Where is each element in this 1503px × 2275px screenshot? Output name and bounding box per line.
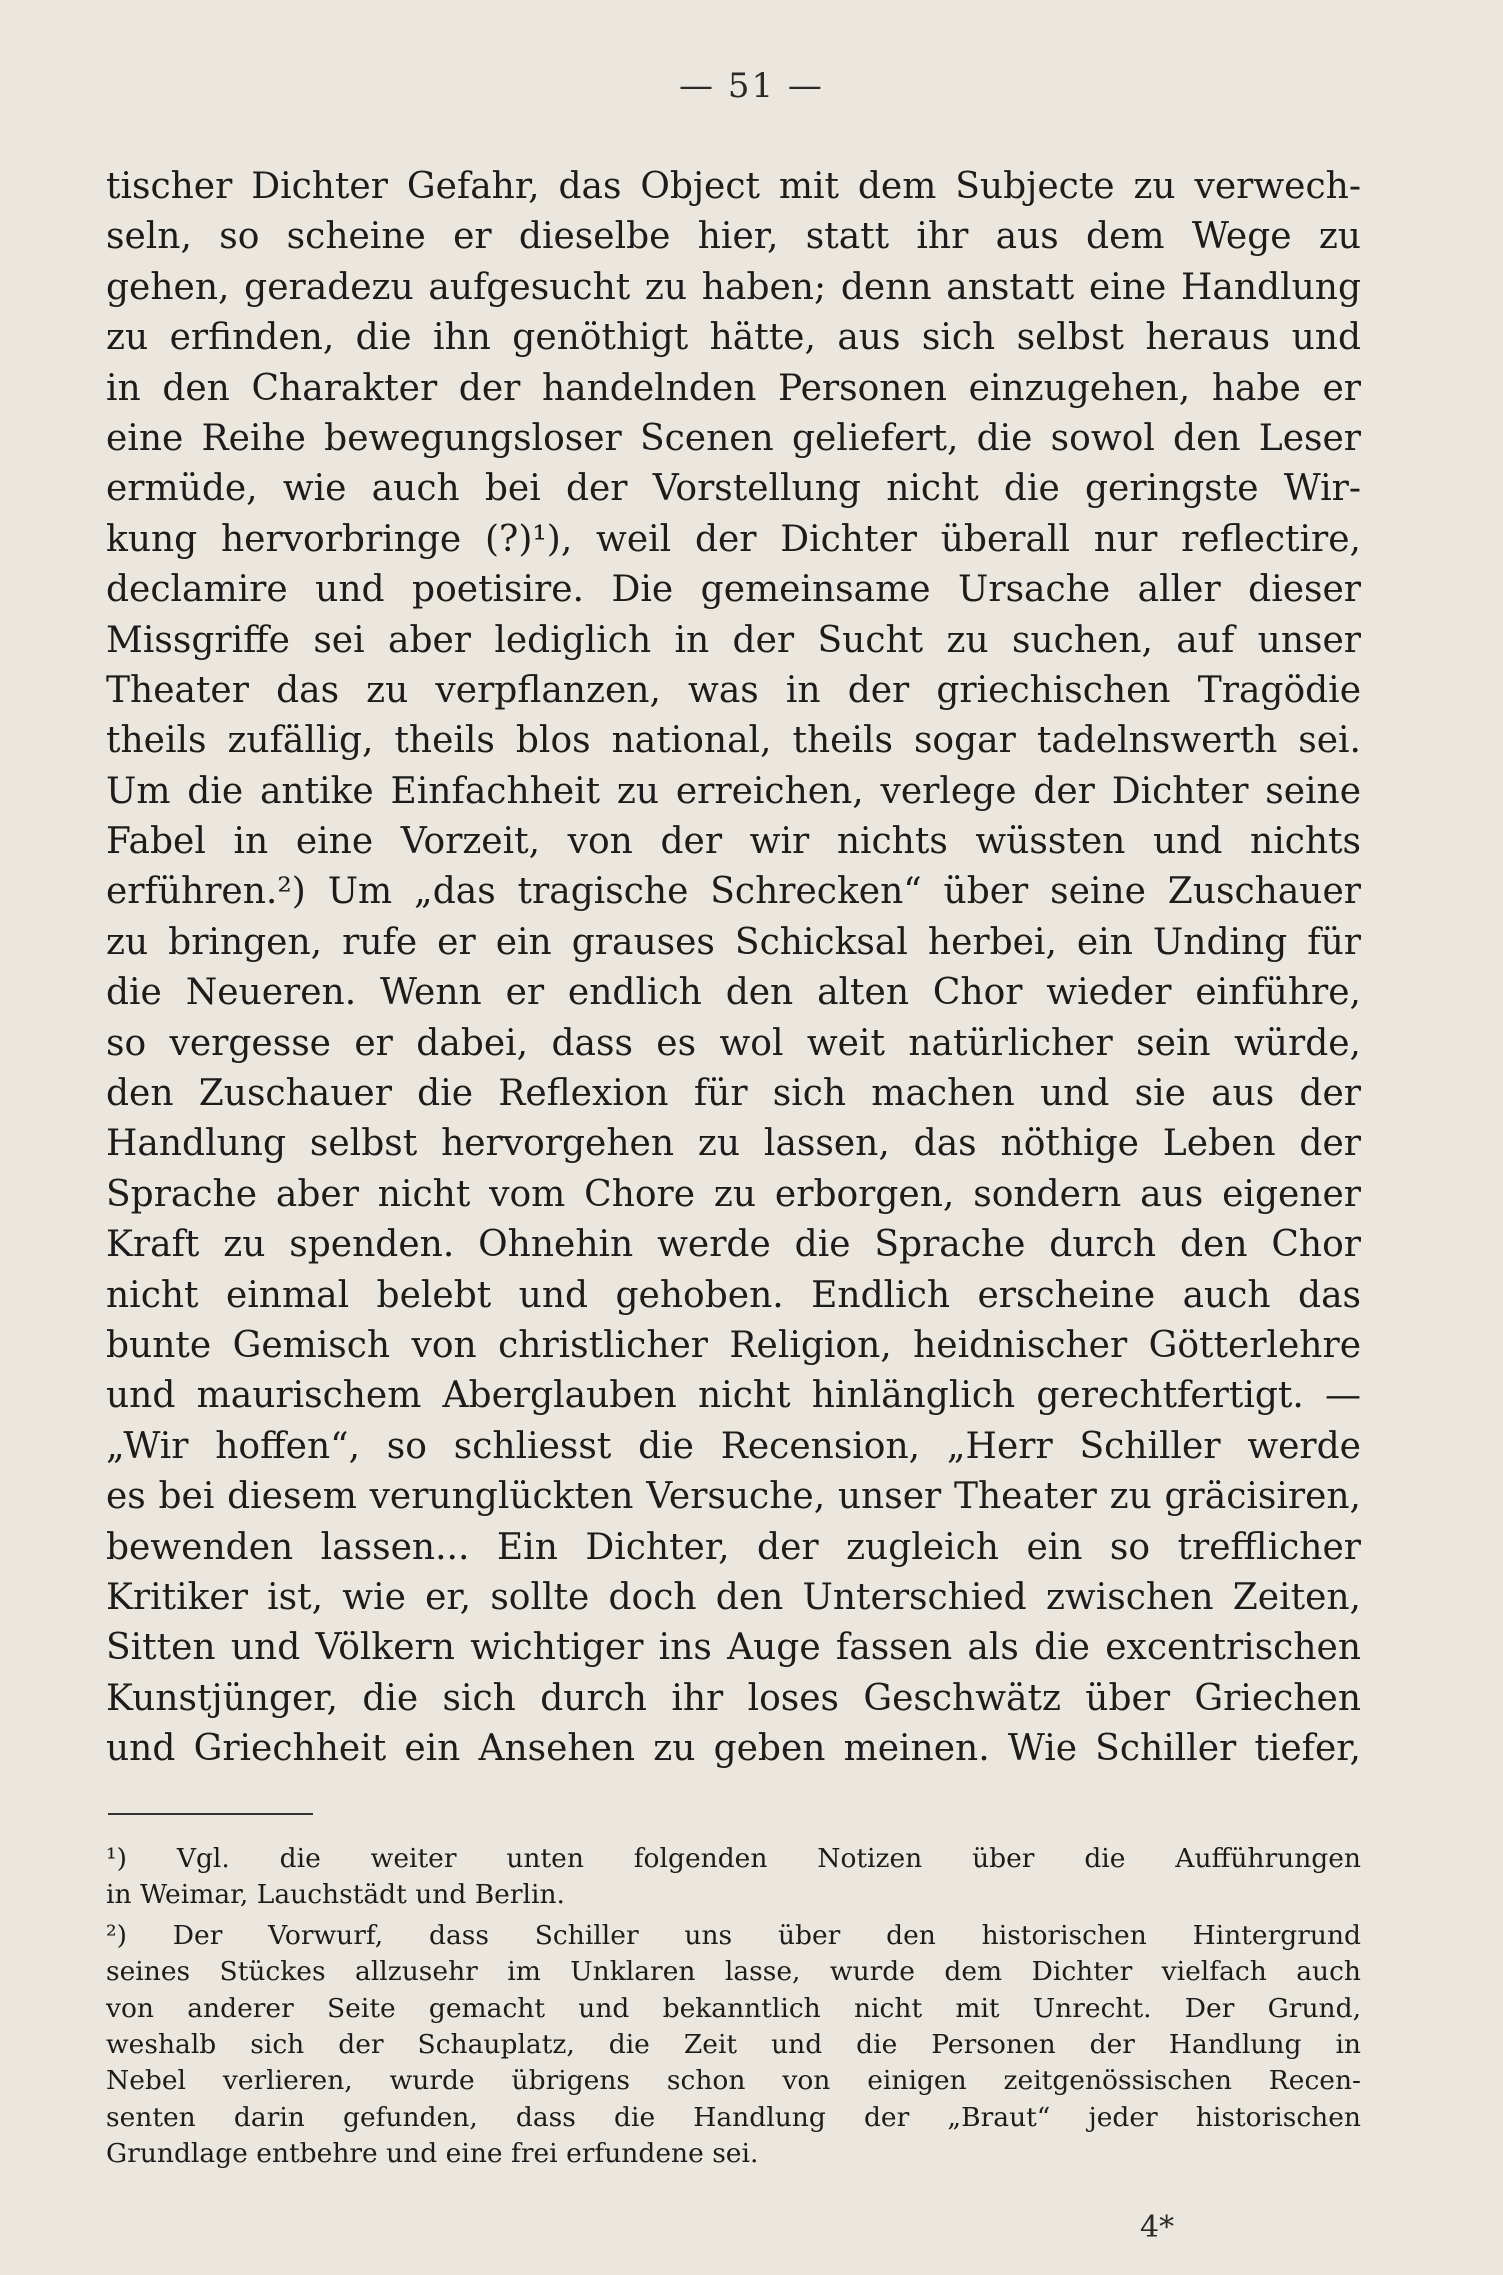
footnote-line: weshalb sich der Schauplatz, die Zeit und die Personen der Handlung in: [106, 2028, 1361, 2060]
body-line: den Zuschauer die Reflexion für sich machen und sie aus der: [106, 1073, 1361, 1115]
body-line: kung hervorbringe (?)¹), weil der Dichter überall nur reflectire,: [106, 518, 1361, 560]
body-line: Sprache aber nicht vom Chore zu erborgen, sondern aus eigener: [106, 1173, 1361, 1215]
body-line: zu bringen, rufe er ein grauses Schicksal herbei, ein Unding für: [106, 921, 1361, 963]
body-line: Handlung selbst hervorgehen zu lassen, das nöthige Leben der: [106, 1123, 1361, 1165]
footnote-line: seines Stückes allzusehr im Unklaren lasse, wurde dem Dichter vielfach auch: [106, 1956, 1361, 1988]
body-line: Kunstjünger, die sich durch ihr loses Geschwätz über Griechen: [106, 1677, 1361, 1719]
body-line: erführen.²) Um „das tragische Schrecken“ über seine Zuschauer: [106, 871, 1361, 913]
body-line: in den Charakter der handelnden Personen einzugehen, habe er: [106, 367, 1361, 409]
body-line: es bei diesem verunglückten Versuche, unser Theater zu gräcisiren,: [106, 1476, 1361, 1518]
body-line: und Griechheit ein Ansehen zu geben meinen. Wie Schiller tiefer,: [106, 1728, 1361, 1770]
body-line: und maurischem Aberglauben nicht hinlänglich gerechtfertigt. —: [106, 1375, 1361, 1417]
page-header: — 51 —: [679, 66, 824, 106]
body-line: nicht einmal belebt und gehoben. Endlich erscheine auch das: [106, 1274, 1361, 1316]
body-line: seln, so scheine er dieselbe hier, statt ihr aus dem Wege zu: [106, 216, 1361, 258]
body-line: bewenden lassen... Ein Dichter, der zugleich ein so trefflicher: [106, 1526, 1361, 1568]
signature-mark: 4*: [1140, 2210, 1175, 2245]
body-line: Fabel in eine Vorzeit, von der wir nichts wüssten und nichts: [106, 821, 1361, 863]
body-line: Kraft zu spenden. Ohnehin werde die Sprache durch den Chor: [106, 1224, 1361, 1266]
body-line: Theater das zu verpflanzen, was in der griechischen Tragödie: [106, 669, 1361, 711]
body-line: Kritiker ist, wie er, sollte doch den Unterschied zwischen Zeiten,: [106, 1576, 1361, 1618]
body-line: declamire und poetisire. Die gemeinsame Ursache aller dieser: [106, 569, 1361, 611]
footnote-line: ²) Der Vorwurf, dass Schiller uns über den historischen Hintergrund: [106, 1919, 1361, 1951]
body-line: gehen, geradezu aufgesucht zu haben; denn anstatt eine Handlung: [106, 266, 1361, 308]
footnote-line: in Weimar, Lauchstädt und Berlin.: [106, 1879, 565, 1911]
footnote-line: ¹) Vgl. die weiter unten folgenden Notizen über die Aufführungen: [106, 1843, 1361, 1874]
body-line: zu erfinden, die ihn genöthigt hätte, aus sich selbst heraus und: [106, 317, 1361, 359]
body-line: ermüde, wie auch bei der Vorstellung nicht die geringste Wir-: [106, 468, 1361, 510]
body-line: die Neueren. Wenn er endlich den alten Chor wieder einführe,: [106, 972, 1361, 1014]
footnotes: [106, 1841, 1361, 2177]
body-line: tischer Dichter Gefahr, das Object mit dem Subjecte zu verwech-: [106, 166, 1361, 207]
footnote: [106, 1841, 1361, 1914]
body-line: bunte Gemisch von christlicher Religion, heidnischer Götterlehre: [106, 1324, 1361, 1366]
body-line: theils zufällig, theils blos national, theils sogar tadelnswerth sei.: [106, 720, 1361, 762]
body-line: Sitten und Völkern wichtiger ins Auge fassen als die excentrischen: [106, 1627, 1361, 1669]
footnote-line: senten darin gefunden, dass die Handlung der „Braut“ jeder historischen: [106, 2101, 1361, 2133]
body-line: Missgriffe sei aber lediglich in der Sucht zu suchen, auf unser: [106, 619, 1361, 661]
body-line: „Wir hoffen“, so schliesst die Recension, „Herr Schiller werde: [106, 1425, 1361, 1467]
footnote: [106, 1918, 1361, 2173]
body-line: Um die antike Einfachheit zu erreichen, verlege der Dichter seine: [106, 770, 1361, 812]
footnote-rule: [108, 1813, 313, 1815]
footnote-line: Nebel verlieren, wurde übrigens schon von einigen zeitgenössischen Recen-: [106, 2065, 1361, 2097]
body-text: [106, 162, 1361, 1775]
body-line: so vergesse er dabei, dass es wol weit natürlicher sein würde,: [106, 1022, 1361, 1064]
footnote-line: Grundlage entbehre und eine frei erfundene sei.: [106, 2138, 759, 2170]
footnote-line: von anderer Seite gemacht und bekanntlich nicht mit Unrecht. Der Grund,: [106, 1992, 1361, 2024]
body-line: eine Reihe bewegungsloser Scenen geliefert, die sowol den Leser: [106, 417, 1361, 459]
